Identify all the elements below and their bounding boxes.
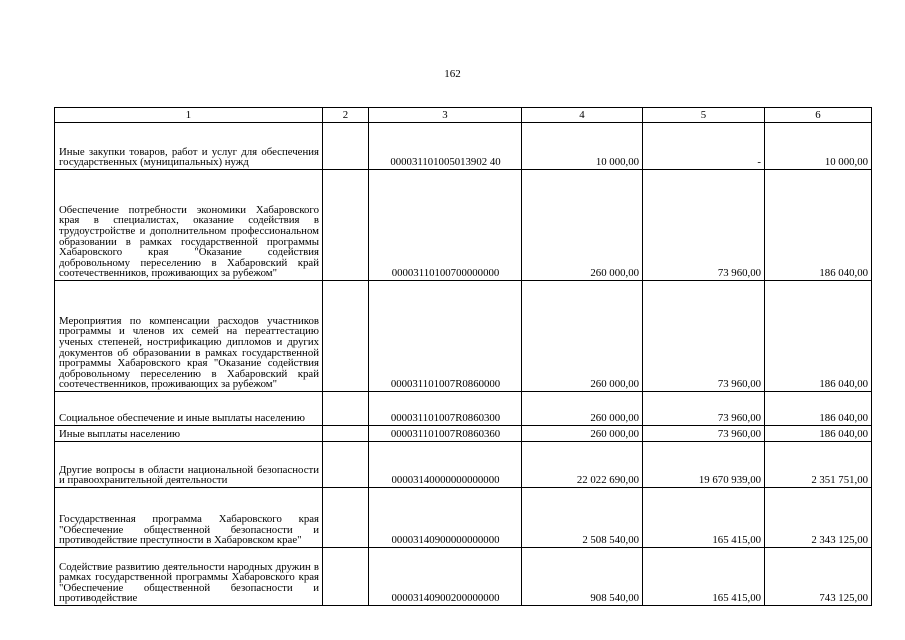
row-value-5: 19 670 939,00 (643, 442, 765, 488)
row-col2 (323, 488, 369, 548)
row-value-4: 260 000,00 (522, 281, 643, 392)
table-row (55, 123, 872, 170)
row-name: Социальное обеспечение и иные выплаты населению (55, 392, 323, 426)
row-code: 000031101007R0860360 (369, 426, 522, 442)
column-header-5: 5 (643, 108, 765, 123)
row-value-6: 2 351 751,00 (765, 442, 872, 488)
row-value-5: 73 960,00 (643, 392, 765, 426)
page-number: 162 (444, 68, 461, 80)
table-row (55, 170, 872, 281)
table-row (55, 281, 872, 392)
row-value-5: 73 960,00 (643, 426, 765, 442)
table-row (55, 426, 872, 442)
table-row (55, 392, 872, 426)
row-name: Государственная программа Хабаровского края "Обеспечение общественной безопасности и противодействие преступности в Хабаровском крае" (55, 488, 323, 548)
table-row (55, 548, 872, 606)
row-value-6: 2 343 125,00 (765, 488, 872, 548)
row-value-5: 165 415,00 (643, 488, 765, 548)
row-col2 (323, 123, 369, 170)
row-name: Мероприятия по компенсации расходов участников программы и членов их семей на переаттестацию ученых степеней, нострификацию дипломов и других документов об образовании в рамках государственной программы Хабаровского края "Оказание содействия добровольному переселению в Хабаровский край соотечественников, проживающих за рубежом" (55, 281, 323, 392)
row-col2 (323, 426, 369, 442)
row-col2 (323, 548, 369, 606)
row-value-4: 10 000,00 (522, 123, 643, 170)
row-code: 00003140000000000000 (369, 442, 522, 488)
column-header-6: 6 (765, 108, 872, 123)
row-value-5: - (643, 123, 765, 170)
row-value-6: 10 000,00 (765, 123, 872, 170)
row-value-5: 73 960,00 (643, 281, 765, 392)
row-value-4: 908 540,00 (522, 548, 643, 606)
row-value-6: 186 040,00 (765, 392, 872, 426)
row-value-6: 186 040,00 (765, 281, 872, 392)
row-name: Иные закупки товаров, работ и услуг для обеспечения государственных (муниципальных) нужд (55, 123, 323, 170)
row-value-6: 186 040,00 (765, 426, 872, 442)
column-header-3: 3 (369, 108, 522, 123)
row-code: 00003140900200000000 (369, 548, 522, 606)
table-row (55, 442, 872, 488)
row-code: 00003110100700000000 (369, 170, 522, 281)
row-value-5: 165 415,00 (643, 548, 765, 606)
table-row (55, 488, 872, 548)
row-value-6: 186 040,00 (765, 170, 872, 281)
row-value-5: 73 960,00 (643, 170, 765, 281)
row-col2 (323, 442, 369, 488)
row-value-4: 2 508 540,00 (522, 488, 643, 548)
row-code: 000031101007R0860000 (369, 281, 522, 392)
column-header-1: 1 (55, 108, 323, 123)
row-value-4: 22 022 690,00 (522, 442, 643, 488)
row-code: 000031101007R0860300 (369, 392, 522, 426)
row-name: Содействие развитию деятельности народных дружин в рамках государственной программы Хабаровского края "Обеспечение общественной безопасности и противодействие (55, 548, 323, 606)
row-value-4: 260 000,00 (522, 170, 643, 281)
table-header-row (55, 108, 872, 123)
row-value-4: 260 000,00 (522, 392, 643, 426)
row-col2 (323, 392, 369, 426)
row-name: Иные выплаты населению (55, 426, 323, 442)
row-value-6: 743 125,00 (765, 548, 872, 606)
row-col2 (323, 170, 369, 281)
column-header-2: 2 (323, 108, 369, 123)
budget-table (54, 107, 872, 606)
column-header-4: 4 (522, 108, 643, 123)
row-code: 000031101005013902 40 (369, 123, 522, 170)
row-value-4: 260 000,00 (522, 426, 643, 442)
row-code: 00003140900000000000 (369, 488, 522, 548)
row-col2 (323, 281, 369, 392)
row-name: Обеспечение потребности экономики Хабаровского края в специалистах, оказание содействия в трудоустройстве и дополнительном профессиональном образовании в рамках государственной программы Хабаровского края "Оказание содействия добровольному переселению в Хабаровский край соотечественников, проживающих за рубежом" (55, 170, 323, 281)
row-name: Другие вопросы в области национальной безопасности и правоохранительной деятельности (55, 442, 323, 488)
